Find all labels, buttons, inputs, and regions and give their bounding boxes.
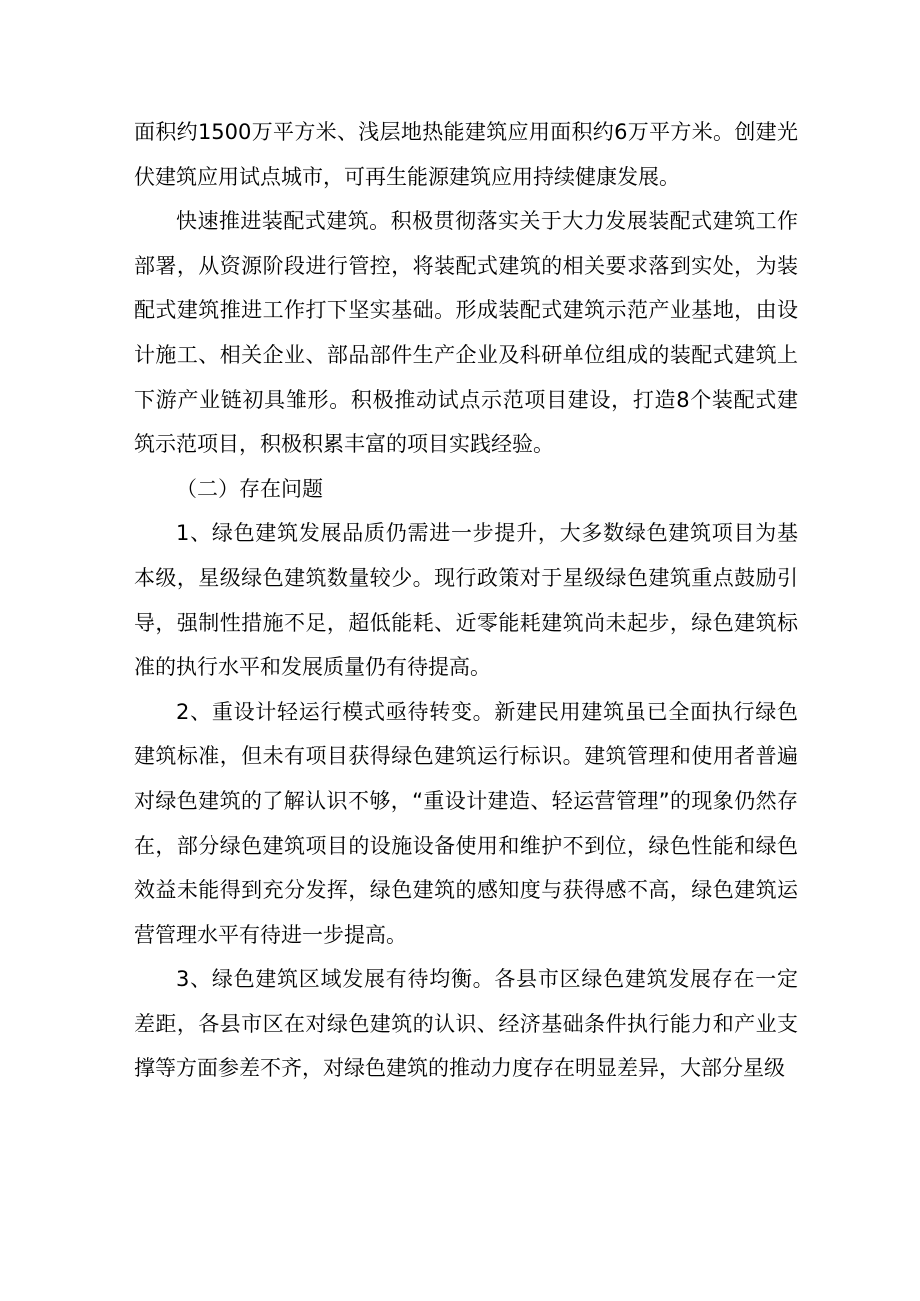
paragraph-problem-3: 3、绿色建筑区域发展有待均衡。各县市区绿色建筑发展存在一定差距，各县市区在对绿色建筑的认识、经济基础条件执行能力和产业支撑等方面参差不齐，对绿色建筑的推动力度存在明显差异，大部分星级 (134, 967, 798, 1081)
paragraph-problem-1: 1、绿色建筑发展品质仍需进一步提升，大多数绿色建筑项目为基本级，星级绿色建筑数量较少。现行政策对于星级绿色建筑重点鼓励引导，强制性措施不足，超低能耗、近零能耗建筑尚未起步，绿色建筑标准的执行水平和发展质量仍有待提高。 (134, 521, 798, 680)
section-heading-existing-problems: （二）存在问题 (176, 476, 323, 501)
paragraph-prefab-buildings: 快速推进装配式建筑。积极贯彻落实关于大力发展装配式建筑工作部署，从资源阶段进行管控，将装配式建筑的相关要求落到实处，为装配式建筑推进工作打下坚实基础。形成装配式建筑示范产业基地，由设计施工、相关企业、部品部件生产企业及科研单位组成的装配式建筑上下游产业链初具雏形。积极推动试点示范项目建设，打造8个装配式建筑示范项目，积极积累丰富的项目实践经验。 (134, 209, 798, 457)
paragraph-renewable-energy-continuation: 面积约1500万平方米、浅层地热能建筑应用面积约6万平方米。创建光伏建筑应用试点城市，可再生能源建筑应用持续健康发展。 (134, 120, 798, 189)
paragraph-problem-2: 2、重设计轻运行模式亟待转变。新建民用建筑虽已全面执行绿色建筑标准，但未有项目获得绿色建筑运行标识。建筑管理和使用者普遍对绿色建筑的了解认识不够，“重设计建造、轻运营管理”的现象仍然存在，部分绿色建筑项目的设施设备使用和维护不到位，绿色性能和绿色效益未能得到充分发挥，绿色建筑的感知度与获得感不高，绿色建筑运营管理水平有待进一步提高。 (134, 699, 798, 947)
document-body (134, 110, 798, 1091)
